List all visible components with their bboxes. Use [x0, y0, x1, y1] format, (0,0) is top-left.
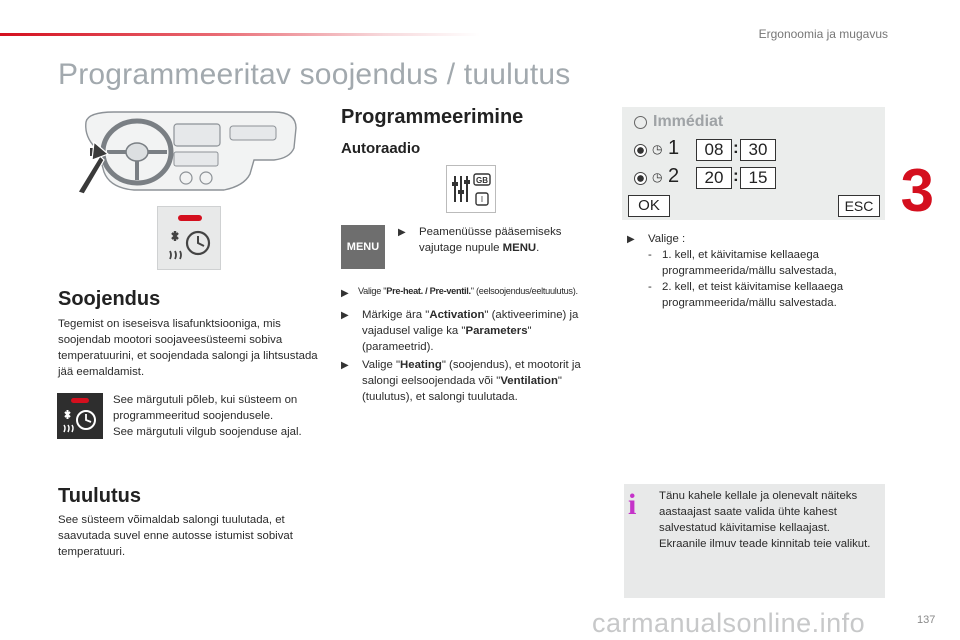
radio-settings-icon	[446, 165, 496, 213]
tuulutus-body: See süsteem võimaldab salongi tuulutada, et saavutada suvel enne autosse istumist sobivat temperatuuri.	[58, 514, 293, 558]
bullet-icon: ▶	[627, 234, 635, 245]
timer-2-minutes[interactable]: 15	[740, 167, 776, 189]
heading-programmeerimine: Programmeerimine	[341, 106, 524, 128]
timer-1-label: 1	[668, 137, 680, 159]
radio-timer-2[interactable]	[634, 172, 647, 185]
timer-screen	[622, 107, 885, 220]
heading-autoraadio: Autoraadio	[341, 140, 421, 157]
dashboard-illustration	[74, 108, 302, 196]
indicator-blink-text: See märgutuli vilgub soojenduse ajal.	[113, 426, 302, 438]
info-icon: i	[628, 488, 637, 521]
svg-text:I: I	[480, 195, 484, 204]
ok-button[interactable]: OK	[628, 195, 670, 217]
header-accent-bar	[0, 33, 480, 36]
heater-indicator-small-icon	[57, 393, 103, 439]
info-text: Tänu kahele kellale ja olenevalt näiteks aastaajast saate valida ühte kahest salvestatud käivitamise kellaajast. Ekraanile ilmuv teade kinnitab teie valikut.	[659, 490, 871, 550]
radio-timer-1[interactable]	[634, 144, 647, 157]
timer-2-label: 2	[668, 165, 680, 187]
bullet-icon: ▶	[341, 360, 349, 371]
timer-1-minutes[interactable]: 30	[740, 139, 776, 161]
watermark: carmanualsonline.info	[592, 608, 866, 638]
choose-label: Valige :	[648, 233, 686, 245]
bullet-icon: ▶	[341, 310, 349, 321]
menu-key-icon: MENU	[341, 225, 385, 269]
lang-key-text: GB	[476, 176, 488, 185]
dash: -	[648, 249, 652, 261]
clock-icon: ◷	[652, 170, 663, 184]
bullet-icon: ▶	[341, 288, 349, 299]
step-1: Peamenüüsse pääsemiseks vajutage nupule MENU.	[419, 226, 562, 254]
timer-1-hours[interactable]: 08	[696, 139, 732, 161]
heading-soojendus: Soojendus	[58, 288, 161, 310]
time-separator: :	[733, 166, 739, 185]
info-box	[624, 484, 885, 598]
bullet-icon: ▶	[398, 227, 406, 238]
page-number: 137	[917, 614, 936, 626]
heater-indicator-icon	[157, 206, 221, 270]
step-3: Märkige ära "Activation" (aktiveerimine) ja vajadusel valige ka "Parameters" (parameetrid).	[362, 309, 579, 353]
indicator-on-text: See märgutuli põleb, kui süsteem on programmeeritud soojendusele.	[113, 394, 298, 422]
timer-option-2: 2. kell, et teist käivitamise kellaaega programmeerida/mällu salvestada.	[662, 281, 844, 309]
heading-tuulutus: Tuulutus	[58, 485, 141, 507]
timer-2-hours[interactable]: 20	[696, 167, 732, 189]
chapter-number: 3	[900, 157, 934, 224]
section-heading: Ergonoomia ja mugavus	[758, 27, 888, 41]
timer-option-1: 1. kell, et käivitamise kellaaega programmeerida/mällu salvestada,	[662, 249, 837, 277]
immediate-label: Immédiat	[653, 113, 724, 130]
page-title: Programmeeritav soojendus / tuulutus	[58, 58, 571, 91]
esc-button[interactable]: ESC	[838, 195, 880, 217]
clock-icon: ◷	[652, 142, 663, 156]
step-2: Valige "Pre-heat. / Pre-ventil." (eelsoojendus/eeltuulutus).	[358, 286, 578, 296]
radio-immediate[interactable]	[634, 116, 647, 129]
time-separator: :	[733, 138, 739, 157]
dash: -	[648, 281, 652, 293]
step-4: Valige "Heating" (soojendus), et mootorit ja salongi eelsoojendada või "Ventilation" (tuulutus), et salongi tuulutada.	[362, 359, 581, 403]
soojendus-body: Tegemist on iseseisva lisafunktsiooniga, mis soojendab mootori soojaveesüsteemi sobiva temperatuurini, et soojendada salongi ja lihtsustada jää eemaldamist.	[58, 318, 318, 378]
indicator-description	[113, 392, 325, 440]
